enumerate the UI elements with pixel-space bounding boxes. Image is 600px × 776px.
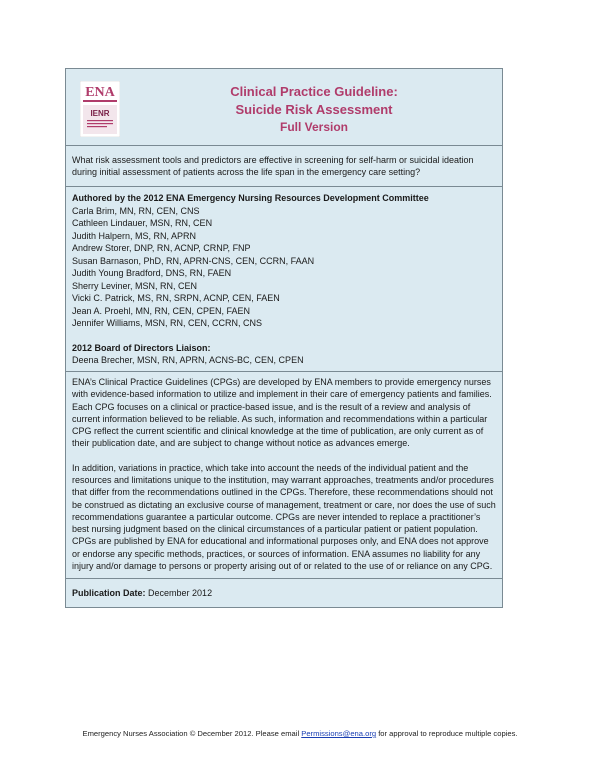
footer-text-before: Emergency Nurses Association © December 2012. Please email	[82, 729, 302, 738]
board-liaison-name: Deena Brecher, MSN, RN, APRN, ACNS-BC, CEN, CPEN	[72, 355, 304, 366]
logo-ena-text: ENA	[85, 85, 115, 100]
authors-block	[66, 187, 502, 334]
publication-date: December 2012	[148, 588, 213, 599]
footer-text-after: for approval to reproduce multiple copies.	[376, 729, 518, 738]
board-heading: 2012 Board of Directors Liaison:	[72, 342, 211, 353]
author-name: Judith Halpern, MS, RN, APRN	[72, 230, 197, 241]
author-name: Carla Brim, MN, RN, CEN, CNS	[72, 205, 200, 216]
title-block	[126, 83, 502, 136]
author-name: Sherry Leviner, MSN, RN, CEN	[72, 280, 198, 291]
author-name: Jennifer Williams, MSN, RN, CEN, CCRN, CNS	[72, 318, 263, 329]
title-line3: Full Version	[279, 120, 348, 134]
author-name: Andrew Storer, DNP, RN, ACNP, CRNP, FNP	[72, 243, 251, 254]
author-name: Jean A. Proehl, MN, RN, CEN, CPEN, FAEN	[72, 305, 251, 316]
disclaimer-paragraph-2: In addition, variations in practice, which take into account the needs of the individual patient and the resources and limitations unique to the institution, may warrant approaches, treatments and/or procedures that differ from the recommendations outlined in the CPGs. Therefore, these recommendations should not be construed as dictating an exclusive course of management, treatment or care, nor does the use of such recommendations guarantee a particular outcome. CPGs are never intended to replace a practitioner’s best nursing judgment based on the clinical circumstances of a particular patient or patient population. CPGs are published by ENA for educational and informational purposes only, and ENA does not approve or endorse any specific methods, practices, or sources of information. ENA assumes no liability for any injury and/or damage to persons or property arising out of or related to the use of or reliance on any CPG.	[72, 462, 496, 572]
committee-section	[66, 187, 502, 372]
publication-row	[66, 579, 502, 607]
ena-ienr-logo	[80, 81, 120, 137]
clinical-question: What risk assessment tools and predictors are effective in screening for self-harm or suicidal ideation during initial assessment of patients across the life span in the emergency care setting?	[66, 146, 502, 187]
board-liaison-block	[66, 334, 502, 371]
publication-label: Publication Date:	[72, 588, 146, 599]
title-line2: Suicide Risk Assessment	[235, 102, 393, 117]
author-name: Cathleen Lindauer, MSN, RN, CEN	[72, 218, 213, 229]
author-name: Susan Barnason, PhD, RN, APRN-CNS, CEN, CCRN, FAAN	[72, 255, 315, 266]
title-line1: Clinical Practice Guideline:	[230, 84, 398, 99]
disclaimer-paragraph-1: ENA’s Clinical Practice Guidelines (CPGs) are developed by ENA members to provide emergency nurses with evidence-based information to utilize and implement in their care of emergency patients and families. Each CPG focuses on a clinical or practice-based issue, and is the result of a review and analysis of current information believed to be reliable. As such, information and recommendations within a particular CPG reflect the current scientific and clinical knowledge at the time of publication, are only current as of their publication date, and are subject to change without notice as advances emerge.	[72, 376, 492, 449]
header-row	[66, 69, 502, 146]
guideline-box	[65, 68, 503, 608]
author-name: Judith Young Bradford, DNS, RN, FAEN	[72, 268, 232, 279]
author-name: Vicki C. Patrick, MS, RN, SRPN, ACNP, CEN, FAEN	[72, 293, 280, 304]
logo-ienr-text: IENR	[90, 109, 110, 118]
authors-heading: Authored by the 2012 ENA Emergency Nursing Resources Development Committee	[72, 193, 429, 204]
permissions-email-link[interactable]: Permissions@ena.org	[301, 729, 377, 738]
disclaimer-section	[66, 372, 502, 579]
page-footer	[0, 729, 600, 738]
